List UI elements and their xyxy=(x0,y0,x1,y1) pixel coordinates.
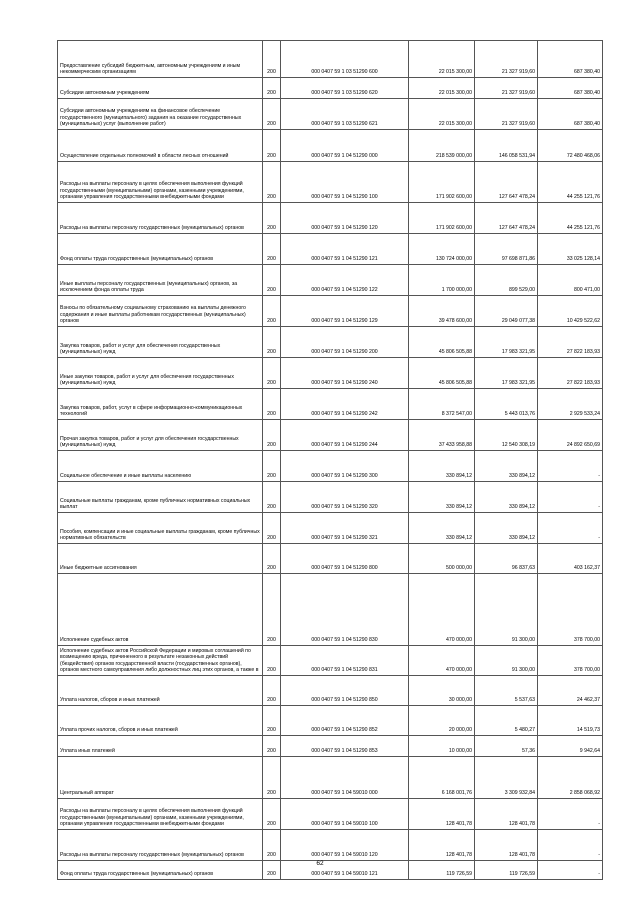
row-approved-amount-cell: 1 700 000,00 xyxy=(409,265,475,296)
row-executed-amount-cell: 5 443 013,76 xyxy=(475,389,538,420)
row-kbk-code-cell: 000 0407 59 1 04 59010 000 xyxy=(281,757,409,799)
row-executed-amount-cell: 5 480,27 xyxy=(475,706,538,736)
row-executed-amount-cell: 12 540 308,19 xyxy=(475,420,538,451)
row-executed-amount-cell: 128 401,78 xyxy=(475,799,538,830)
table-row xyxy=(58,234,603,265)
row-unexecuted-amount-cell: 403 162,37 xyxy=(538,544,603,574)
row-code-cell: 200 xyxy=(263,358,281,389)
row-unexecuted-amount-cell: 10 429 522,62 xyxy=(538,296,603,327)
row-unexecuted-amount-cell: - xyxy=(538,799,603,830)
table-row xyxy=(58,736,603,757)
row-approved-amount-cell: 470 000,00 xyxy=(409,646,475,676)
table-row xyxy=(58,513,603,544)
row-kbk-code-cell: 000 0407 59 1 03 51290 621 xyxy=(281,99,409,130)
row-executed-amount-cell: 96 837,63 xyxy=(475,544,538,574)
row-name-cell: Предоставление субсидий бюджетным, автономным учреждениям и иным некоммерческим организациям xyxy=(58,41,263,78)
row-name-cell: Иные бюджетные ассигнования xyxy=(58,544,263,574)
row-executed-amount-cell: 57,36 xyxy=(475,736,538,757)
row-code-cell: 200 xyxy=(263,646,281,676)
row-code-cell: 200 xyxy=(263,799,281,830)
table-row xyxy=(58,327,603,358)
row-executed-amount-cell: 3 309 932,84 xyxy=(475,757,538,799)
row-kbk-code-cell: 000 0407 59 1 04 51290 129 xyxy=(281,296,409,327)
table-row xyxy=(58,265,603,296)
table-row xyxy=(58,676,603,706)
row-kbk-code-cell: 000 0407 59 1 04 51290 830 xyxy=(281,574,409,646)
row-name-cell: Взносы по обязательному социальному страхованию на выплаты денежного содержания и иные выплаты работникам государственных (муниципальных) органов xyxy=(58,296,263,327)
table-row xyxy=(58,544,603,574)
row-executed-amount-cell: 21 327 919,60 xyxy=(475,41,538,78)
table-row xyxy=(58,99,603,130)
table-row xyxy=(58,799,603,830)
row-executed-amount-cell: 21 327 919,60 xyxy=(475,99,538,130)
row-name-cell: Уплата налогов, сборов и иных платежей xyxy=(58,676,263,706)
row-executed-amount-cell: 330 894,12 xyxy=(475,513,538,544)
row-code-cell: 200 xyxy=(263,389,281,420)
row-kbk-code-cell: 000 0407 59 1 04 51290 300 xyxy=(281,451,409,482)
row-executed-amount-cell: 97 698 871,86 xyxy=(475,234,538,265)
row-unexecuted-amount-cell: 33 025 128,14 xyxy=(538,234,603,265)
row-kbk-code-cell: 000 0407 59 1 04 51290 853 xyxy=(281,736,409,757)
row-kbk-code-cell: 000 0407 59 1 04 59010 100 xyxy=(281,799,409,830)
row-name-cell: Закупка товаров, работ, услуг в сфере информационно-коммуникационных технологий xyxy=(58,389,263,420)
row-unexecuted-amount-cell: 44 255 121,76 xyxy=(538,203,603,234)
row-code-cell: 200 xyxy=(263,736,281,757)
row-unexecuted-amount-cell: 378 700,00 xyxy=(538,574,603,646)
row-code-cell: 200 xyxy=(263,296,281,327)
row-name-cell: Социальные выплаты гражданам, кроме публичных нормативных социальных выплат xyxy=(58,482,263,513)
row-name-cell: Расходы на выплаты персоналу государственных (муниципальных) органов xyxy=(58,203,263,234)
row-kbk-code-cell: 000 0407 59 1 03 51290 620 xyxy=(281,78,409,99)
row-unexecuted-amount-cell: - xyxy=(538,861,603,880)
row-approved-amount-cell: 330 894,12 xyxy=(409,513,475,544)
row-approved-amount-cell: 37 433 958,88 xyxy=(409,420,475,451)
row-name-cell: Расходы на выплаты персоналу в целях обеспечения выполнения функций государственными (муниципальными) органами, казенными учреждениями, органами управления государственными внебюджетными фондами xyxy=(58,162,263,203)
row-name-cell: Исполнение судебных актов xyxy=(58,574,263,646)
table-row xyxy=(58,78,603,99)
row-unexecuted-amount-cell: 687 380,40 xyxy=(538,41,603,78)
row-executed-amount-cell: 21 327 919,60 xyxy=(475,78,538,99)
row-name-cell: Субсидии автономным учреждениям на финансовое обеспечение государственного (муниципального) задания на оказание государственных (муниципальных) услуг (выполнение работ) xyxy=(58,99,263,130)
row-code-cell: 200 xyxy=(263,861,281,880)
row-executed-amount-cell: 127 647 478,24 xyxy=(475,162,538,203)
row-unexecuted-amount-cell: 14 519,73 xyxy=(538,706,603,736)
row-approved-amount-cell: 45 806 505,88 xyxy=(409,327,475,358)
row-approved-amount-cell: 470 000,00 xyxy=(409,574,475,646)
row-code-cell: 200 xyxy=(263,41,281,78)
row-executed-amount-cell: 899 529,00 xyxy=(475,265,538,296)
table-row xyxy=(58,646,603,676)
table-row xyxy=(58,574,603,646)
row-executed-amount-cell: 5 537,63 xyxy=(475,676,538,706)
table-row xyxy=(58,451,603,482)
row-kbk-code-cell: 000 0407 59 1 04 51290 320 xyxy=(281,482,409,513)
table-row xyxy=(58,757,603,799)
row-kbk-code-cell: 000 0407 59 1 04 51290 122 xyxy=(281,265,409,296)
table-row xyxy=(58,389,603,420)
row-code-cell: 200 xyxy=(263,234,281,265)
row-name-cell: Социальное обеспечение и иные выплаты населению xyxy=(58,451,263,482)
row-name-cell: Фонд оплаты труда государственных (муниципальных) органов xyxy=(58,234,263,265)
row-executed-amount-cell: 91 300,00 xyxy=(475,574,538,646)
row-approved-amount-cell: 130 724 000,00 xyxy=(409,234,475,265)
budget-execution-table xyxy=(57,40,603,880)
row-executed-amount-cell: 330 894,12 xyxy=(475,482,538,513)
row-kbk-code-cell: 000 0407 59 1 04 59010 120 xyxy=(281,830,409,861)
row-unexecuted-amount-cell: 2 858 068,92 xyxy=(538,757,603,799)
table-row xyxy=(58,482,603,513)
row-kbk-code-cell: 000 0407 59 1 04 51290 000 xyxy=(281,130,409,162)
row-approved-amount-cell: 22 015 300,00 xyxy=(409,78,475,99)
table-row xyxy=(58,358,603,389)
row-code-cell: 200 xyxy=(263,203,281,234)
row-approved-amount-cell: 330 894,12 xyxy=(409,451,475,482)
row-code-cell: 200 xyxy=(263,130,281,162)
row-name-cell: Уплата прочих налогов, сборов и иных платежей xyxy=(58,706,263,736)
row-unexecuted-amount-cell: 72 480 468,06 xyxy=(538,130,603,162)
row-name-cell: Осуществление отдельных полномочий в области лесных отношений xyxy=(58,130,263,162)
row-kbk-code-cell: 000 0407 59 1 04 51290 831 xyxy=(281,646,409,676)
row-unexecuted-amount-cell: 2 929 533,24 xyxy=(538,389,603,420)
row-executed-amount-cell: 29 049 077,38 xyxy=(475,296,538,327)
row-approved-amount-cell: 45 806 505,88 xyxy=(409,358,475,389)
row-code-cell: 200 xyxy=(263,706,281,736)
row-approved-amount-cell: 20 000,00 xyxy=(409,706,475,736)
row-approved-amount-cell: 119 726,59 xyxy=(409,861,475,880)
row-kbk-code-cell: 000 0407 59 1 04 51290 200 xyxy=(281,327,409,358)
row-code-cell: 200 xyxy=(263,513,281,544)
row-name-cell: Уплата иных платежей xyxy=(58,736,263,757)
row-code-cell: 200 xyxy=(263,830,281,861)
row-unexecuted-amount-cell: - xyxy=(538,830,603,861)
row-name-cell: Пособия, компенсации и иные социальные выплаты гражданам, кроме публичных нормативных обязательств xyxy=(58,513,263,544)
row-executed-amount-cell: 17 983 321,95 xyxy=(475,358,538,389)
row-name-cell: Субсидии автономным учреждениям xyxy=(58,78,263,99)
table-row xyxy=(58,420,603,451)
row-code-cell: 200 xyxy=(263,265,281,296)
row-executed-amount-cell: 330 894,12 xyxy=(475,451,538,482)
row-unexecuted-amount-cell: 9 942,64 xyxy=(538,736,603,757)
row-approved-amount-cell: 39 478 600,00 xyxy=(409,296,475,327)
row-name-cell: Прочая закупка товаров, работ и услуг для обеспечения государственных (муниципальных) нужд xyxy=(58,420,263,451)
row-approved-amount-cell: 171 902 600,00 xyxy=(409,162,475,203)
row-code-cell: 200 xyxy=(263,574,281,646)
row-name-cell: Иные закупки товаров, работ и услуг для обеспечения государственных (муниципальных) нужд xyxy=(58,358,263,389)
row-approved-amount-cell: 10 000,00 xyxy=(409,736,475,757)
row-code-cell: 200 xyxy=(263,99,281,130)
row-code-cell: 200 xyxy=(263,757,281,799)
row-name-cell: Расходы на выплаты персоналу в целях обеспечения выполнения функций государственными (муниципальными) органами, казенными учреждениями, органами управления государственными внебюджетными фондами xyxy=(58,799,263,830)
row-unexecuted-amount-cell: - xyxy=(538,482,603,513)
table-row xyxy=(58,162,603,203)
row-kbk-code-cell: 000 0407 59 1 03 51290 600 xyxy=(281,41,409,78)
row-approved-amount-cell: 30 000,00 xyxy=(409,676,475,706)
row-unexecuted-amount-cell: 24 462,37 xyxy=(538,676,603,706)
row-unexecuted-amount-cell: 687 380,40 xyxy=(538,99,603,130)
row-code-cell: 200 xyxy=(263,162,281,203)
row-executed-amount-cell: 91 300,00 xyxy=(475,646,538,676)
row-executed-amount-cell: 127 647 478,24 xyxy=(475,203,538,234)
page-number: 62 xyxy=(316,860,324,867)
row-unexecuted-amount-cell: - xyxy=(538,451,603,482)
row-approved-amount-cell: 330 894,12 xyxy=(409,482,475,513)
row-code-cell: 200 xyxy=(263,420,281,451)
row-approved-amount-cell: 22 015 300,00 xyxy=(409,41,475,78)
row-approved-amount-cell: 218 539 000,00 xyxy=(409,130,475,162)
row-unexecuted-amount-cell: 687 380,40 xyxy=(538,78,603,99)
row-kbk-code-cell: 000 0407 59 1 04 51290 240 xyxy=(281,358,409,389)
row-kbk-code-cell: 000 0407 59 1 04 51290 120 xyxy=(281,203,409,234)
row-unexecuted-amount-cell: 378 700,00 xyxy=(538,646,603,676)
row-unexecuted-amount-cell: 44 255 121,76 xyxy=(538,162,603,203)
row-code-cell: 200 xyxy=(263,482,281,513)
row-kbk-code-cell: 000 0407 59 1 04 51290 852 xyxy=(281,706,409,736)
table-row xyxy=(58,296,603,327)
row-kbk-code-cell: 000 0407 59 1 04 59010 121 xyxy=(281,861,409,880)
row-approved-amount-cell: 128 401,78 xyxy=(409,799,475,830)
row-approved-amount-cell: 128 401,78 xyxy=(409,830,475,861)
row-name-cell: Фонд оплаты труда государственных (муниципальных) органов xyxy=(58,861,263,880)
table-row xyxy=(58,706,603,736)
row-name-cell: Закупка товаров, работ и услуг для обеспечения государственных (муниципальных) нужд xyxy=(58,327,263,358)
row-kbk-code-cell: 000 0407 59 1 04 51290 800 xyxy=(281,544,409,574)
table-row xyxy=(58,130,603,162)
row-kbk-code-cell: 000 0407 59 1 04 51290 100 xyxy=(281,162,409,203)
row-kbk-code-cell: 000 0407 59 1 04 51290 242 xyxy=(281,389,409,420)
row-name-cell: Расходы на выплаты персоналу государственных (муниципальных) органов xyxy=(58,830,263,861)
table-row xyxy=(58,830,603,861)
table-row xyxy=(58,203,603,234)
row-code-cell: 200 xyxy=(263,451,281,482)
row-name-cell: Центральный аппарат xyxy=(58,757,263,799)
row-approved-amount-cell: 171 902 600,00 xyxy=(409,203,475,234)
row-code-cell: 200 xyxy=(263,544,281,574)
row-kbk-code-cell: 000 0407 59 1 04 51290 244 xyxy=(281,420,409,451)
row-kbk-code-cell: 000 0407 59 1 04 51290 121 xyxy=(281,234,409,265)
row-executed-amount-cell: 146 058 531,94 xyxy=(475,130,538,162)
row-name-cell: Иные выплаты персоналу государственных (муниципальных) органов, за исключением фонда оплаты труда xyxy=(58,265,263,296)
row-unexecuted-amount-cell: - xyxy=(538,513,603,544)
row-code-cell: 200 xyxy=(263,78,281,99)
table-row xyxy=(58,41,603,78)
row-code-cell: 200 xyxy=(263,327,281,358)
row-approved-amount-cell: 6 168 001,76 xyxy=(409,757,475,799)
row-executed-amount-cell: 119 726,59 xyxy=(475,861,538,880)
row-approved-amount-cell: 8 372 547,00 xyxy=(409,389,475,420)
row-unexecuted-amount-cell: 24 892 650,69 xyxy=(538,420,603,451)
row-executed-amount-cell: 17 983 321,95 xyxy=(475,327,538,358)
row-executed-amount-cell: 128 401,78 xyxy=(475,830,538,861)
row-name-cell: Исполнение судебных актов Российской Федерации и мировых соглашений по возмещению вреда, причиненного в результате незаконных действий (бездействия) органов государственной власти (государственных органов), органов местного самоуправления либо должностных лиц этих органов, а также в xyxy=(58,646,263,676)
row-unexecuted-amount-cell: 27 822 183,93 xyxy=(538,327,603,358)
row-approved-amount-cell: 22 015 300,00 xyxy=(409,99,475,130)
row-unexecuted-amount-cell: 27 822 183,93 xyxy=(538,358,603,389)
row-approved-amount-cell: 500 000,00 xyxy=(409,544,475,574)
row-kbk-code-cell: 000 0407 59 1 04 51290 321 xyxy=(281,513,409,544)
row-unexecuted-amount-cell: 800 471,00 xyxy=(538,265,603,296)
row-code-cell: 200 xyxy=(263,676,281,706)
row-kbk-code-cell: 000 0407 59 1 04 51290 850 xyxy=(281,676,409,706)
